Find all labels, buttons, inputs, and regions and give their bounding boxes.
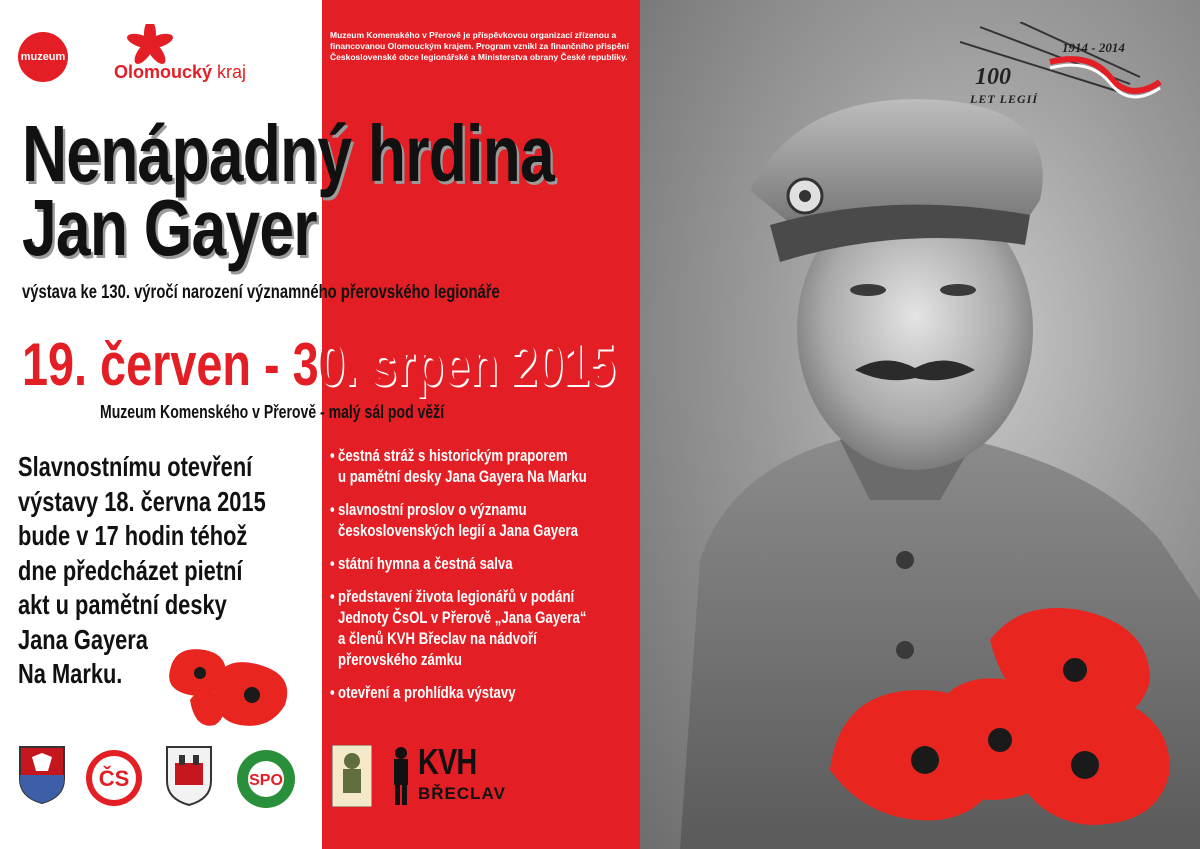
opening-line: Na Marku.: [18, 658, 123, 689]
program-list: [330, 446, 650, 716]
opening-line: dne předcházet pietní: [18, 554, 243, 586]
program-text: státní hymna a čestná salva: [338, 555, 513, 573]
program-item: [330, 683, 586, 704]
muzeum-logo-text: muzeum: [20, 51, 66, 63]
opening-line: bude v 17 hodin téhož: [18, 520, 248, 551]
svg-text:SPO: SPO: [249, 772, 283, 789]
program-text: Jednoty ČsOL v Přerově „Jana Gayera“: [338, 609, 587, 627]
bullet-icon: •: [330, 555, 335, 573]
opening-line: výstavy 18. června 2015: [18, 485, 266, 517]
program-text: čestná stráž s historickým praporem: [338, 447, 568, 465]
program-text: a členů KVH Břeclav na nádvoří: [338, 630, 537, 648]
subtitle: výstava ke 130. výročí narození významného přerovského legionáře: [22, 282, 500, 303]
title-line-1: Nenápadný hrdina: [22, 109, 554, 198]
program-item: [330, 554, 586, 575]
venue: Muzeum Komenského v Přerově - malý sál pod věží: [100, 402, 445, 422]
city-coat-of-arms-icon: [18, 745, 66, 805]
legionnaire-figure-icon: [332, 745, 372, 807]
region-name: Olomoucký: [114, 62, 213, 82]
poppy-large-icon: [830, 600, 1190, 840]
program-item: [330, 500, 586, 542]
region-suffix: kraj: [217, 62, 247, 82]
legie-label: LET LEGIÍ: [970, 92, 1039, 106]
muzeum-logo: [18, 32, 68, 82]
bullet-icon: •: [330, 501, 335, 519]
program-text: u pamětní desky Jana Gayera Na Marku: [338, 468, 587, 486]
exhibition-dates: 19. červen - 30. srpen 2015: [22, 331, 616, 398]
olomoucky-kraj-flower-icon: [110, 24, 190, 64]
program-item: [330, 446, 586, 488]
archive-building-icon: [512, 752, 632, 812]
kvh-soldier-icon: [386, 745, 416, 807]
kvh-logo-place: BŘECLAV: [418, 784, 506, 803]
spolek-pratel-odboje-icon: [235, 748, 297, 810]
program-item: [330, 587, 586, 671]
bullet-icon: •: [330, 447, 335, 465]
olomoucky-kraj-logo: [114, 62, 246, 83]
program-text: otevření a prohlídka výstavy: [338, 684, 516, 702]
town-crest-icon: [165, 745, 213, 807]
legie-100: 100: [975, 64, 1011, 90]
bullet-icon: •: [330, 684, 335, 702]
program-text: přerovského zámku: [338, 651, 462, 669]
opening-line: Jana Gayera: [18, 623, 148, 655]
kvh-logo-name: KVH: [418, 741, 477, 782]
svg-text:ČS: ČS: [98, 766, 130, 791]
program-text: představení života legionářů v podání: [338, 588, 575, 606]
opening-line: akt u pamětní desky: [18, 589, 227, 620]
poppy-small-icon: [160, 640, 310, 735]
program-text: československých legií a Jana Gayera: [338, 522, 578, 540]
title-line-2: Jan Gayer: [22, 183, 317, 272]
opening-line: Slavnostnímu otevření: [18, 451, 253, 482]
program-text: slavnostní proslov o významu: [338, 501, 527, 519]
legie-years: 1914 - 2014: [1062, 40, 1125, 55]
funding-note: Muzeum Komenského v Přerově je příspěvkovou organizací zřízenou a financovanou Olomouckým krajem. Program vznikl za finančního přispění Československé obce legionářské a Ministerstva obrany České republiky.: [330, 30, 629, 62]
csol-emblem-icon: [84, 748, 144, 808]
bullet-icon: •: [330, 588, 335, 606]
